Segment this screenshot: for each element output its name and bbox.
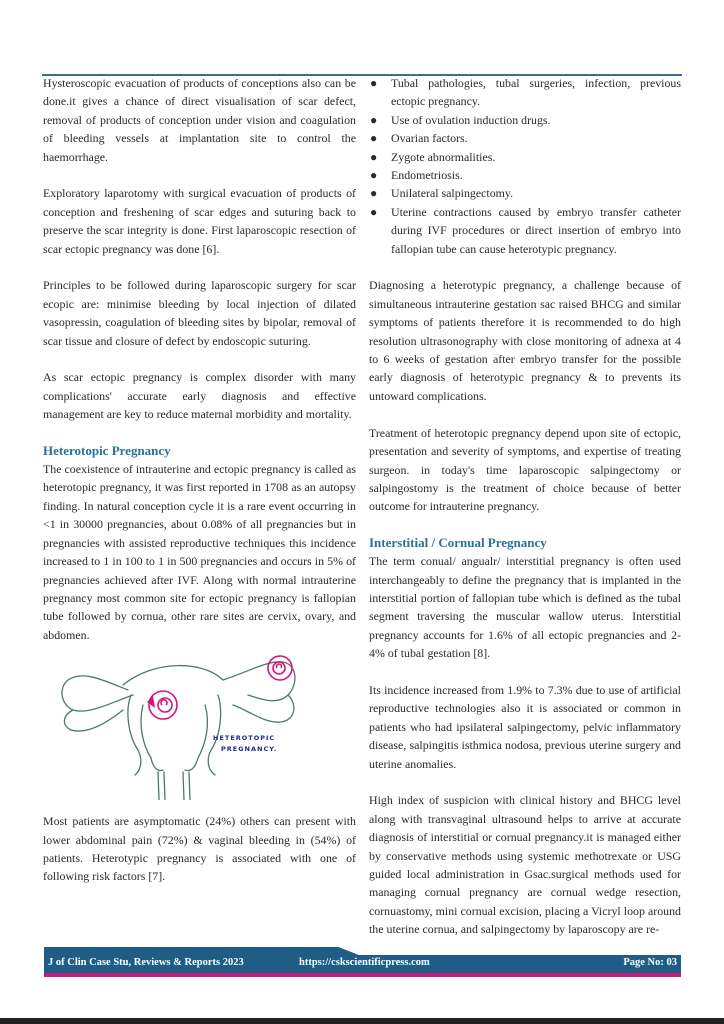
bullet-icon: ● [370, 149, 378, 164]
bullet-icon: ● [370, 76, 378, 90]
uterus-illustration-icon [43, 650, 353, 800]
paragraph-symptoms: Most patients are asymptomatic (24%) others can present with lower abdominal pain (72%) & vaginal bleeding in (54%) of patients. Heterotypic pregnancy is associated with one of following risk factors [7]. [43, 814, 356, 884]
paragraph-scar-ectopic: As scar ectopic pregnancy is complex disorder with many complications' accurate early diagnosis and effective management are key to reduce maternal morbidity and mortality. [43, 370, 356, 422]
risk-factor-item: ● Zygote abnormalities. [369, 148, 681, 166]
risk-factor-item: ● Unilateral salpingectomy. [369, 184, 681, 202]
footer-url-link[interactable]: https://cskscientificpress.com [299, 957, 430, 968]
right-column [369, 74, 681, 957]
footer-page-number: Page No: 03 [623, 957, 677, 968]
bullet-icon: ● [370, 112, 378, 127]
heading-interstitial-cornual-pregnancy: Interstitial / Cornual Pregnancy [369, 535, 547, 551]
page-footer [44, 955, 681, 978]
paragraph-incidence: Its incidence increased from 1.9% to 7.3% due to use of artificial reproductive technologies also it is associated or common in patients who had ipsilateral salpingectomy, pelvic inflammatory disease, salpingitis isthmica nodosa, previous uterine surgery and uterine anomalies. [369, 682, 681, 771]
risk-factor-item: ● Ovarian factors. [369, 129, 681, 147]
footer-accent-line [44, 973, 681, 977]
paragraph-heterotopic-definition: The coexistence of intrauterine and ectopic pregnancy is called as heterotopic pregnancy, it was first reported in 1708 as an autopsy finding. In natural conception cycle it is a rare event occurring in <1 in 30000 pregnancies, about 0.08% of all pregnancies but in pregnancies with assisted reproductive techniques this incidence increased to 1 in 100 to 1 in 500 pregnancies and occurs in 5% of pregnancies achieved after IVF. Along with normal intrauterine pregnancy most common site for ectopic pregnancy is fallopian tube followed by cornua, other rare sites are cervix, ovary, and abdomen. [43, 462, 356, 642]
left-column [43, 74, 356, 904]
risk-factor-item: ● Use of ovulation induction drugs. [369, 111, 681, 129]
paragraph-interstitial-definition: The term conual/ angualr/ interstitial pregnancy is often used interchangeably to define the pregnancy that is implanted in the interstitial portion of fallopian tube which is defined as the tubal segment traversing the muscular wallow uterus. Interstitial pregnancy accounts for 1.6% of all ectopic pregnancies and 2- 4% of tubal gestation [8]. [369, 554, 681, 661]
bottom-edge [0, 1018, 724, 1024]
bullet-icon: ● [370, 168, 378, 183]
paragraph-treatment: Treatment of heterotopic pregnancy depend upon site of ectopic, presentation and severity of symptoms, and expertise of treating surgeon. in today's time laparoscopic salpingectomy or salpingostomy is the treatment of choice because of better outcome for intrauterine pregnancy. [369, 425, 681, 514]
figure-label-line2: PREGNANCY. [221, 745, 278, 754]
bullet-icon: ● [370, 131, 378, 146]
paragraph-laparotomy: Exploratory laparotomy with surgical evacuation of products of conception and freshening of scar edges and suturing back to preserve the scar integrity is done. First laparoscopic resection of scar ectopic pregnancy was done [6]. [43, 186, 356, 256]
paragraph-management: High index of suspicion with clinical history and BHCG level along with transvaginal ultrasound helps to arrive at accurate diagnosis of interstitial or cornual pregnancy.it is managed either by conservative methods using systemic methotrexate or USG guided local administration in Gsac.surgical methods used for managing cornual pregnancy are cornual wedge resection, cornuastomy, mini cornual excision, placing a Vicryl loop around the uterine cornua, and salpingectomy by laparoscopy are re- [369, 793, 681, 937]
heterotopic-pregnancy-figure [43, 650, 353, 800]
paragraph-diagnosis: Diagnosing a heterotypic pregnancy, a challenge because of simultaneous intrauterine gestation sac raised BHCG and similar symptoms of patients therefore it is recommended to do high resolution ultrasonography with close monitoring of adnexa at 4 to 6 weeks of gestation after embryo transfer for the possible early diagnosis of heterotypic pregnancy & to prevents its untoward complications. [369, 278, 681, 403]
paragraph-hysteroscopic: Hysteroscopic evacuation of products of conceptions also can be done.it gives a chance of direct visualisation of scar defect, removal of products of conception under vision and coagulation of bleeding vessels at implantation site to control the haemorrhage. [43, 76, 356, 164]
footer-journal: J of Clin Case Stu, Reviews & Reports 2023 [48, 957, 244, 968]
paragraph-principles: Principles to be followed during laparoscopic surgery for scar ecopic are: minimise bleeding by local injection of dilated vasopressin, coagulation of bleeding sites by bipolar, removal of scar tissue and closure of defect by endoscopic suturing. [43, 278, 356, 348]
risk-factor-list [369, 74, 681, 258]
heading-heterotopic-pregnancy: Heterotopic Pregnancy [43, 443, 171, 459]
figure-label-line1: HETEROTOPIC [213, 734, 276, 743]
bullet-icon: ● [370, 204, 378, 219]
risk-factor-item: ● Tubal pathologies, tubal surgeries, infection, previous ectopic pregnancy. [370, 76, 681, 109]
risk-factor-item: ● Endometriosis. [369, 166, 681, 184]
risk-factor-item: ● Uterine contractions caused by embryo transfer catheter during IVF procedures or direct insertion of embryo into fallopian tube can cause heterotypic pregnancy. [370, 204, 681, 256]
bullet-icon: ● [370, 186, 378, 201]
